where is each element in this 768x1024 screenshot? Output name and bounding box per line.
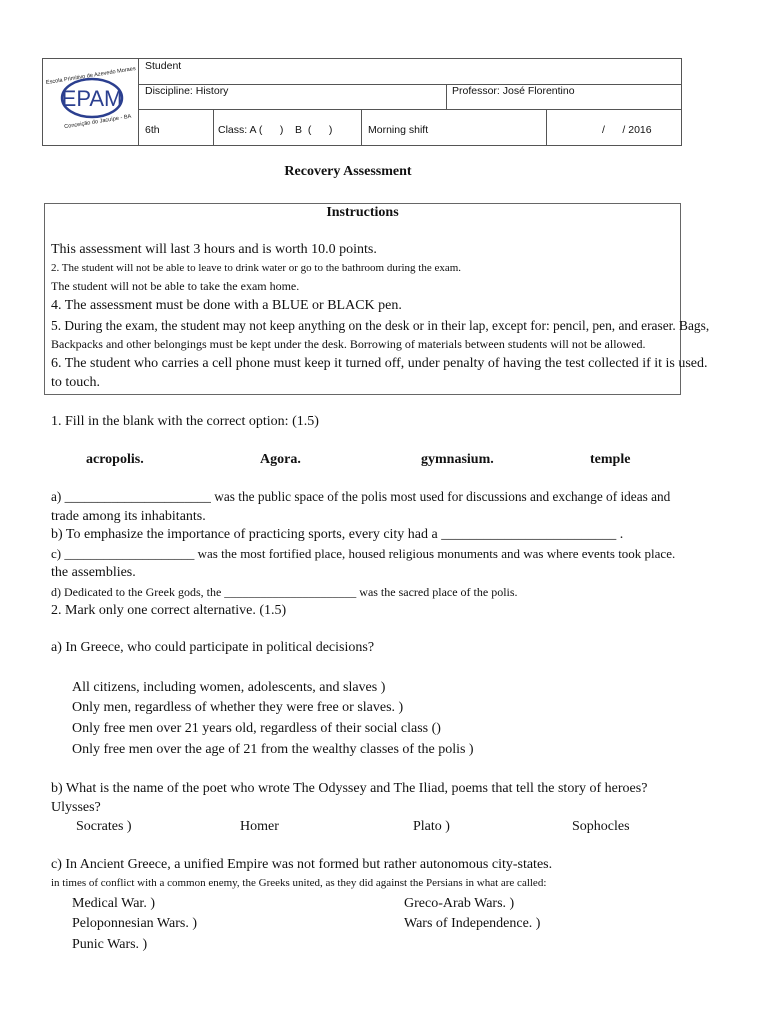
q1-line-b: b) To emphasize the importance of practicing sports, every city had a _________________________ .	[51, 527, 624, 542]
q2c-option[interactable]: Peloponnesian Wars. )	[72, 916, 197, 931]
instruction-line: to touch.	[51, 375, 100, 390]
q2-prompt: 2. Mark only one correct alternative. (1.5)	[51, 603, 287, 618]
q2a-option[interactable]: Only free men over the age of 21 from the wealthy classes of the polis )	[72, 742, 474, 757]
header-divider	[138, 58, 139, 146]
instruction-line: Backpacks and other belongings must be kept under the desk. Borrowing of materials between students will not be allowed.	[51, 337, 646, 351]
q2b-question-cont: Ulysses?	[51, 800, 101, 815]
q2b-option[interactable]: Socrates )	[76, 819, 132, 834]
instruction-line: 6. The student who carries a cell phone must keep it turned off, under penalty of having the test collected if it is used.	[51, 356, 708, 371]
logo-text: EPAM	[61, 86, 123, 111]
date-label: / / 2016	[602, 124, 652, 136]
header-divider	[213, 109, 214, 146]
q2c-question-cont: in times of conflict with a common enemy, the Greeks united, as they did against the Persians in what are called:	[51, 877, 547, 889]
instructions-heading: Instructions	[326, 205, 399, 220]
q2c-option[interactable]: Medical War. )	[72, 896, 155, 911]
class-label: Class: A ( ) B ( )	[218, 124, 333, 136]
q2b-option[interactable]: Homer	[240, 819, 279, 834]
shift-label: Morning shift	[368, 124, 429, 136]
header-divider	[361, 109, 362, 146]
q1-line-c: c) ____________________ was the most fortified place, housed religious monuments and was where events took place.	[51, 546, 676, 561]
q1-line-d: d) Dedicated to the Greek gods, the ______________________ was the sacred place of the polis.	[51, 585, 518, 599]
q1-line-a-cont: trade among its inhabitants.	[51, 509, 206, 524]
q2b-option[interactable]: Plato )	[413, 819, 450, 834]
q1-option: temple	[590, 452, 631, 467]
q2c-option[interactable]: Punic Wars. )	[72, 937, 148, 952]
q1-prompt: 1. Fill in the blank with the correct option: (1.5)	[51, 414, 319, 429]
q2a-option[interactable]: Only men, regardless of whether they were free or slaves. )	[72, 700, 404, 715]
logo-bottom-text: Conceição do Jacuípe - BA	[63, 113, 132, 131]
q1-option: acropolis.	[86, 452, 144, 467]
student-label: Student	[145, 60, 182, 72]
q2b-question: b) What is the name of the poet who wrote The Odyssey and The Iliad, poems that tell the story of heroes?	[51, 781, 648, 796]
q2a-question: a) In Greece, who could participate in political decisions?	[51, 640, 375, 655]
instruction-line: 5. During the exam, the student may not keep anything on the desk or in their lap, except for: pencil, pen, and eraser. Bags,	[51, 318, 710, 333]
professor-label: Professor: José Florentino	[452, 85, 575, 97]
instruction-line: The student will not be able to take the exam home.	[51, 279, 300, 293]
header-divider	[446, 84, 447, 109]
q1-option: Agora.	[260, 452, 301, 467]
header-divider	[546, 109, 547, 146]
discipline-label: Discipline: History	[145, 85, 229, 97]
q2c-option[interactable]: Greco-Arab Wars. )	[404, 896, 515, 911]
instruction-line: 4. The assessment must be done with a BLUE or BLACK pen.	[51, 298, 402, 313]
page-title: Recovery Assessment	[284, 164, 412, 179]
grade-label: 6th	[145, 124, 160, 136]
q2a-option[interactable]: All citizens, including women, adolescents, and slaves )	[72, 680, 386, 695]
q2b-option[interactable]: Sophocles	[572, 819, 630, 834]
header-divider	[138, 109, 682, 110]
q1-line-c-cont: the assemblies.	[51, 565, 136, 580]
q2c-option[interactable]: Wars of Independence. )	[404, 916, 541, 931]
logo-top-text: Escola Primitivo de Azevedo Moraes	[46, 65, 136, 87]
q1-option: gymnasium.	[421, 452, 494, 467]
school-logo	[46, 60, 136, 144]
q2a-option[interactable]: Only free men over 21 years old, regardless of their social class ()	[72, 721, 441, 736]
q1-line-a: a) ______________________ was the public space of the polis most used for discussions and exchange of ideas and	[51, 489, 671, 504]
instruction-line: 2. The student will not be able to leave to drink water or go to the bathroom during the exam.	[51, 262, 462, 274]
instruction-line: This assessment will last 3 hours and is worth 10.0 points.	[51, 242, 377, 257]
q2c-question: c) In Ancient Greece, a unified Empire was not formed but rather autonomous city-states.	[51, 857, 553, 872]
